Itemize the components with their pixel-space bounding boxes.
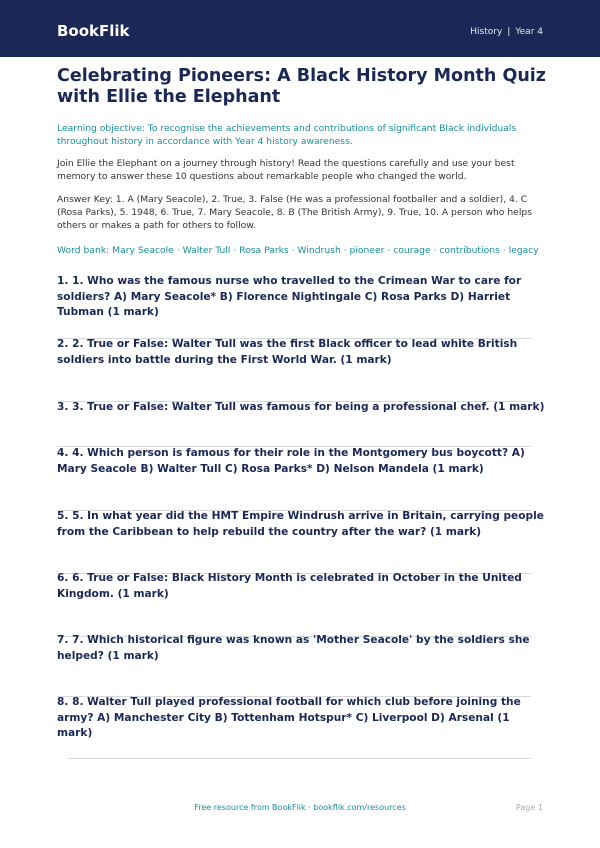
learning-objective: Learning objective: To recognise the achievements and contributions of significant Black individuals throughout history in accordance with Year 4 history awareness. (57, 123, 517, 147)
intro-text: Join Ellie the Elephant on a journey through history! Read the questions carefully and use your best memory to answer these 10 questions about remarkable people who changed the world. (57, 158, 515, 182)
answer-line-8 (68, 758, 531, 759)
question-5: 5. 5. In what year did the HMT Empire Windrush arrive in Britain, carrying people from the Caribbean to help rebuild the country after the war? (1 mark) (57, 510, 544, 538)
question-6: 6. 6. True or False: Black History Month is celebrated in October in the United Kingdom. (1 mark) (57, 572, 522, 600)
question-8: 8. 8. Walter Tull played professional football for which club before joining the army? A) Manchester City B) Tottenham Hotspur* C) Liverpool D) Arsenal (1 mark) (57, 696, 521, 739)
word-bank: Word bank: Mary Seacole · Walter Tull · Rosa Parks · Windrush · pioneer · courage · contributions · legacy (57, 245, 539, 256)
header-meta (470, 26, 543, 38)
question-4: 4. 4. Which person is famous for their role in the Montgomery bus boycott? A) Mary Seacole B) Walter Tull C) Rosa Parks* D) Nelson Mandela (1 mark) (57, 447, 525, 475)
header-separator: | (507, 27, 511, 37)
page-header (0, 0, 600, 57)
header-subject: History (470, 27, 503, 37)
header-year: Year 4 (515, 27, 543, 37)
question-7: 7. 7. Which historical figure was known as 'Mother Seacole' by the soldiers she helped? (1 mark) (57, 634, 530, 662)
footer-resource-link[interactable]: Free resource from BookFlik · bookflik.com/resources (194, 803, 406, 812)
answer-key: Answer Key: 1. A (Mary Seacole), 2. True, 3. False (He was a professional footballer and a soldier), 4. C (Rosa Parks), 5. 1948, 6. True, 7. Mary Seacole, 8. B (The British Army), 9. True, 10. A person who helps others or makes a path for others to follow. (57, 194, 532, 231)
question-2: 2. 2. True or False: Walter Tull was the first Black officer to lead white British soldiers into battle during the First World War. (1 mark) (57, 338, 518, 366)
brand-logo: BookFlik (57, 22, 130, 40)
footer-page-number: Page 1 (516, 803, 543, 812)
question-1: 1. 1. Who was the famous nurse who travelled to the Crimean War to care for soldiers? A) Mary Seacole* B) Florence Nightingale C) Rosa Parks D) Harriet Tubman (1 mark) (57, 275, 522, 318)
page-title: Celebrating Pioneers: A Black History Month Quiz with Ellie the Elephant (57, 66, 546, 107)
question-3: 3. 3. True or False: Walter Tull was famous for being a professional chef. (1 mark) (57, 401, 545, 413)
